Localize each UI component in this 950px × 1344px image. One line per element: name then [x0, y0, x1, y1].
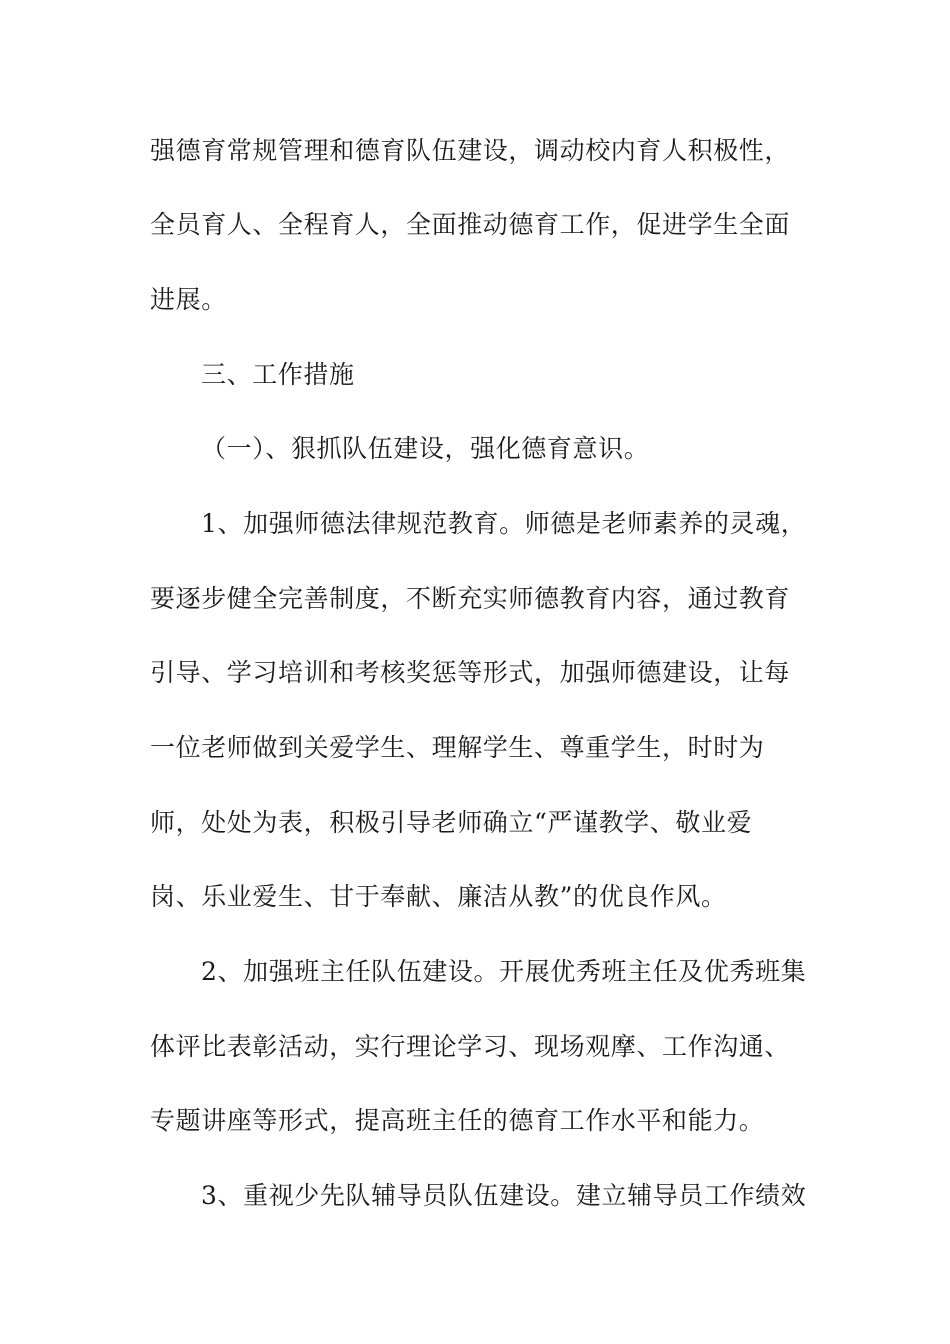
paragraph-line: 1、加强师德法律规范教育。师德是老师素养的灵魂，	[201, 509, 807, 538]
paragraph-line: 一位老师做到关爱学生、理解学生、尊重学生，时时为	[150, 733, 765, 762]
paragraph-line: 引导、学习培训和考核奖惩等形式，加强师德建设，让每	[150, 658, 791, 687]
subsection-heading: （一）、狠抓队伍建设，强化德育意识。	[201, 434, 650, 463]
paragraph-line: 进展。	[150, 285, 227, 314]
section-heading: 三、工作措施	[201, 360, 355, 389]
paragraph-line: 专题讲座等形式，提高班主任的德育工作水平和能力。	[150, 1106, 765, 1135]
paragraph-line: 要逐步健全完善制度，不断充实师德教育内容，通过教育	[150, 584, 791, 613]
paragraph-line: 强德育常规管理和德育队伍建设，调动校内育人积极性，	[150, 136, 791, 165]
paragraph-line: 体评比表彰活动，实行理论学习、现场观摩、工作沟通、	[150, 1032, 791, 1061]
paragraph-line: 2、加强班主任队伍建设。开展优秀班主任及优秀班集	[201, 957, 807, 986]
paragraph-line: 3、重视少先队辅导员队伍建设。建立辅导员工作绩效	[201, 1181, 807, 1210]
paragraph-line: 全员育人、全程育人，全面推动德育工作，促进学生全面	[150, 210, 791, 239]
paragraph-line: 岗、乐业爱生、甘于奉献、廉洁从教”的优良作风。	[150, 882, 727, 911]
paragraph-line: 师，处处为表，积极引导老师确立“严谨教学、敬业爱	[150, 808, 753, 837]
